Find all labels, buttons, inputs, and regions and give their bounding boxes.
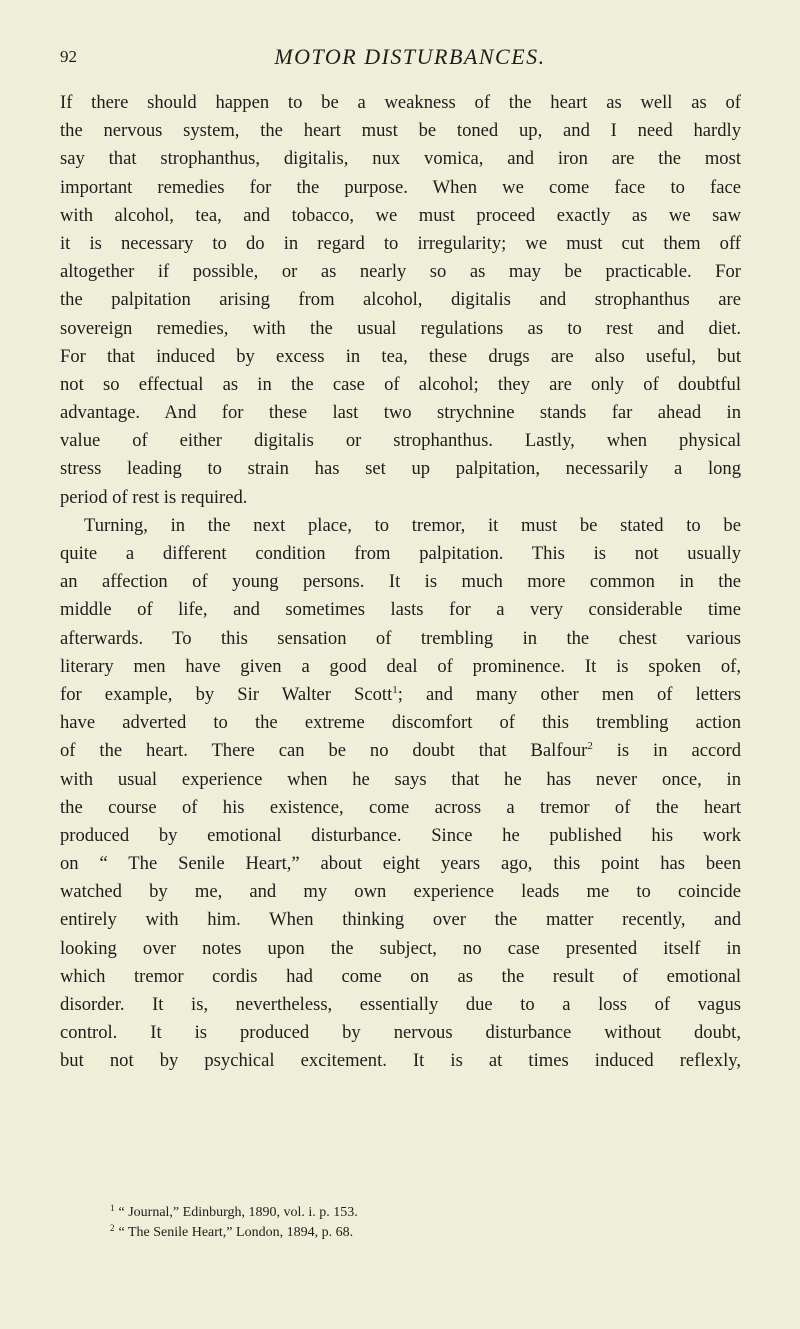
text-line: control. It is produced by nervous disturbance without doubt, <box>60 1022 741 1044</box>
text-line: value of either digitalis or strophanthus. Lastly, when physical <box>60 430 741 452</box>
text-line: with usual experience when he says that he has never once, in <box>60 768 741 790</box>
text-line: produced by emotional disturbance. Since he published his work <box>60 824 741 846</box>
text-line: entirely with him. When thinking over the matter recently, and <box>60 909 741 931</box>
footnote-1 <box>110 1203 670 1223</box>
text-line: on “ The Senile Heart,” about eight years ago, this point has been <box>60 853 741 875</box>
text-line: but not by psychical excitement. It is at times induced reflexly, <box>60 1050 741 1072</box>
footnote-text: “ Journal,” Edinburgh, 1890, vol. i. p. 153. <box>118 1205 358 1220</box>
text-line: middle of life, and sometimes lasts for a very considerable time <box>60 599 741 621</box>
text-line: which tremor cordis had come on as the result of emotional <box>60 965 741 987</box>
text-line: stress leading to strain has set up palpitation, necessarily a long <box>60 458 741 480</box>
footnotes <box>110 1203 670 1243</box>
text-run: of the heart. There can be no doubt that Balfour <box>60 740 588 762</box>
text-line: the course of his existence, come across a tremor of the heart <box>60 796 741 818</box>
text-line: the nervous system, the heart must be toned up, and I need hardly <box>60 120 741 142</box>
footnote-text: “ The Senile Heart,” London, 1894, p. 68. <box>118 1225 354 1240</box>
text-line: altogether if possible, or as nearly so as may be practicable. For <box>60 261 741 283</box>
text-line: period of rest is required. <box>60 486 248 508</box>
footnote-ref-2[interactable]: 2 <box>587 740 593 753</box>
running-head: MOTOR DISTURBANCES. <box>274 44 546 69</box>
text-line: not so effectual as in the case of alcohol; they are only of doubtful <box>60 373 741 395</box>
text-line: afterwards. To this sensation of trembling in the chest various <box>60 627 741 649</box>
text-line: it is necessary to do in regard to irregularity; we must cut them off <box>60 232 741 254</box>
footnote-marker: 2 <box>110 1223 115 1233</box>
text-run: ; and many other men of letters <box>397 683 741 705</box>
text-line: an affection of young persons. It is much more common in the <box>60 571 741 593</box>
text-run: for example, by Sir Walter Scott <box>60 683 393 705</box>
footnote-marker: 1 <box>110 1203 115 1213</box>
text-line: quite a different condition from palpitation. This is not usually <box>60 543 741 564</box>
footnote-2 <box>110 1223 670 1243</box>
text-line: advantage. And for these last two strychnine stands far ahead in <box>60 402 741 424</box>
text-line: disorder. It is, nevertheless, essentially due to a loss of vagus <box>60 994 741 1015</box>
page-number: 92 <box>60 47 77 66</box>
text-line: sovereign remedies, with the usual regulations as to rest and diet. <box>60 317 741 339</box>
text-run: is in accord <box>592 740 741 762</box>
text-line: the palpitation arising from alcohol, digitalis and strophanthus are <box>60 289 741 311</box>
text-line <box>60 737 741 765</box>
text-line: looking over notes upon the subject, no case presented itself in <box>60 937 741 959</box>
text-line: watched by me, and my own experience leads me to coincide <box>60 881 741 903</box>
text-line: literary men have given a good deal of prominence. It is spoken of, <box>60 655 741 677</box>
footnote-ref-1[interactable]: 1 <box>392 683 398 696</box>
text-line <box>60 681 741 709</box>
text-line: For that induced by excess in tea, these drugs are also useful, but <box>60 345 741 367</box>
text-line: Turning, in the next place, to tremor, it must be stated to be <box>84 514 741 536</box>
text-line: with alcohol, tea, and tobacco, we must proceed exactly as we saw <box>60 204 741 226</box>
text-line: have adverted to the extreme discomfort of this trembling action <box>60 712 741 734</box>
text-line: say that strophanthus, digitalis, nux vomica, and iron are the most <box>60 148 741 170</box>
text-line: If there should happen to be a weakness of the heart as well as of <box>60 92 741 113</box>
text-line: important remedies for the purpose. When we come face to face <box>60 176 741 198</box>
page-header <box>60 44 760 76</box>
body-text <box>60 89 741 1076</box>
